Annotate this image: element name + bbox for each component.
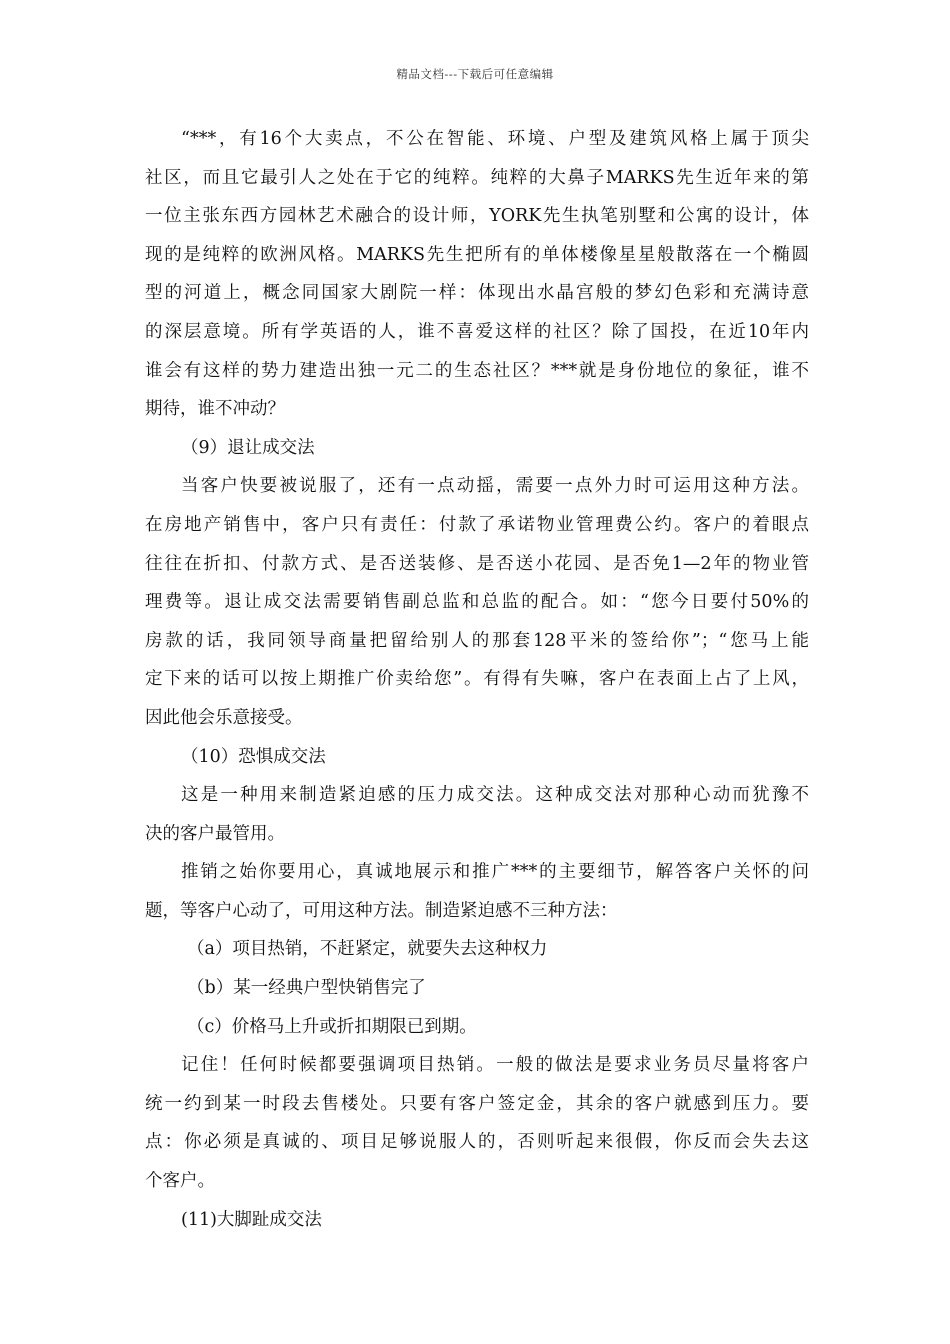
section-heading: (11)大脚趾成交法 [181, 1209, 322, 1230]
text-line: 现的是纯粹的欧洲风格。MARKS先生把所有的单体楼像星星般散落在一个椭圆 [145, 244, 809, 265]
list-item: （b）某一经典户型快销售完了 [187, 978, 426, 999]
paragraph [145, 120, 809, 429]
text-line: 在房地产销售中，客户只有责任：付款了承诺物业管理费公约。客户的着眼点 [145, 514, 809, 535]
paragraph [145, 776, 809, 853]
text-line: 个客户。 [145, 1171, 215, 1192]
text-line: 记住！任何时候都要强调项目热销。一般的做法是要求业务员尽量将客户 [181, 1055, 809, 1076]
list-item: （c）价格马上升或折扣期限已到期。 [187, 1016, 477, 1037]
text-line: 的深层意境。所有学英语的人，谁不喜爱这样的社区？除了国投，在近10年内 [145, 321, 809, 342]
text-line: 这是一种用来制造紧迫感的压力成交法。这种成交法对那种心动而犹豫不 [181, 785, 809, 806]
text-line: 理费等。退让成交法需要销售副总监和总监的配合。如：“您今日要付50%的 [145, 592, 809, 613]
text-line: 定下来的话可以按上期推广价卖给您”。有得有失嘛，客户在表面上占了上风， [145, 669, 809, 690]
paragraph [145, 853, 809, 930]
list-item: （a）项目热销，不赶紧定，就要失去这种权力 [187, 939, 548, 960]
text-line: 房款的话，我同领导商量把留给别人的那套128平米的签给你”；“您马上能 [145, 630, 809, 651]
section-heading: （10）恐惧成交法 [181, 746, 326, 767]
section-heading: （9）退让成交法 [181, 437, 315, 458]
document-body [145, 120, 809, 1239]
page-header: 精品文档---下载后可任意编辑 [396, 67, 554, 81]
text-line: 点：你必须是真诚的、项目足够说服人的，否则听起来很假，你反而会失去这 [145, 1132, 809, 1153]
text-line: “***，有16个大卖点，不公在智能、环境、户型及建筑风格上属于顶尖 [181, 129, 809, 149]
paragraph [145, 467, 809, 737]
text-line: 往往在折扣、付款方式、是否送装修、是否送小花园、是否免1—2年的物业管 [145, 553, 809, 574]
paragraph [145, 1046, 809, 1200]
text-line: 当客户快要被说服了，还有一点动摇，需要一点外力时可运用这种方法。 [181, 476, 809, 497]
text-line: 决的客户最管用。 [145, 823, 285, 844]
text-line: 型的河道上，概念同国家大剧院一样：体现出水晶宫般的梦幻色彩和充满诗意 [145, 283, 809, 304]
text-line: 因此他会乐意接受。 [145, 707, 303, 728]
text-line: 谁会有这样的势力建造出独一元二的生态社区？***就是身份地位的象征，谁不 [145, 360, 809, 381]
text-line: 一位主张东西方园林艺术融合的设计师，YORK先生执笔别墅和公寓的设计，体 [145, 206, 809, 227]
text-line: 推销之始你要用心，真诚地展示和推广***的主要细节，解答客户关怀的问 [181, 862, 809, 883]
text-line: 题，等客户心动了，可用这种方法。制造紧迫感不三种方法： [145, 900, 618, 921]
text-line: 社区，而且它最引人之处在于它的纯粹。纯粹的大鼻子MARKS先生近年来的第 [145, 167, 809, 188]
text-line: 期待，谁不冲动？ [145, 399, 285, 420]
text-line: 统一约到某一时段去售楼处。只要有客户签定金，其余的客户就感到压力。要 [145, 1093, 809, 1114]
